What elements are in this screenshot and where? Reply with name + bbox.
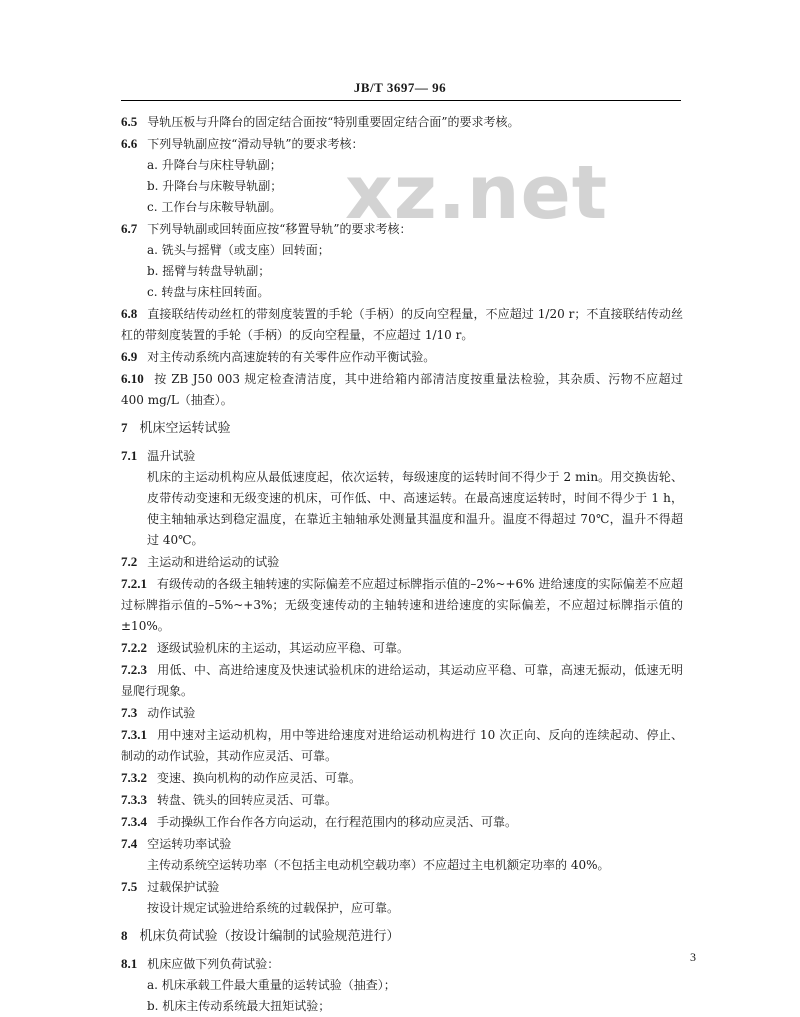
- paragraph: 机床的主运动机构应从最低速度起，依次运转，每级速度的运转时间不得少于 2 min。用交换齿轮、皮带传动变速和无级变速的机床，可作低、中、高速运转。在最高速度运转时，时间不得少于 1 h，使主轴轴承达到稳定温度，在靠近主轴轴承处测量其温度和温升。温度不得超过 70℃，温升不得超过 40℃。: [147, 470, 683, 547]
- header-rule: [121, 100, 681, 101]
- clause-7-4: 7.4 空运转功率试验: [121, 836, 232, 851]
- clause-8-1: 8.1 机床应做下列负荷试验：: [121, 956, 280, 971]
- clause-7-2-3: 7.2.3 用低、中、高进给速度及快速试验机床的进给运动，其运动应平稳、可靠，高速无振动，低速无明显爬行现象。: [121, 662, 683, 698]
- list-item: a. 升降台与床柱导轨副；: [147, 158, 282, 172]
- list-item: a. 铣头与摇臂（或支座）回转面；: [147, 243, 330, 257]
- section-8-heading: 8 机床负荷试验（按设计编制的试验规范进行）: [121, 928, 400, 944]
- clause-6-9: 6.9 对主传动系统内高速旋转的有关零件应作动平衡试验。: [121, 349, 436, 364]
- page-number: 3: [690, 950, 696, 964]
- clause-7-1: 7.1 温升试验: [121, 448, 196, 463]
- clause-7-3: 7.3 动作试验: [121, 705, 196, 720]
- paragraph: 按设计规定试验进给系统的过载保护，应可靠。: [147, 901, 400, 915]
- clause-7-2-1: 7.2.1 有级传动的各级主轴转速的实际偏差不应超过标牌指示值的–2%~+6% 进给速度的实际偏差不应超过标牌指示值的–5%~+3%；无级变速传动的主轴转速和进给速度的实际偏差，不应超过标牌指示值的±10%。: [121, 576, 683, 633]
- watermark: xz.net: [345, 150, 609, 236]
- list-item: b. 机床主传动系统最大扭矩试验；: [147, 999, 331, 1013]
- clause-7-3-3: 7.3.3 转盘、铣头的回转应灵活、可靠。: [121, 792, 338, 807]
- list-item: b. 升降台与床鞍导轨副；: [147, 179, 283, 193]
- clause-6-8: 6.8 直接联结传动丝杠的带刻度装置的手轮（手柄）的反向空程量，不应超过 1/20 r；不直接联结传动丝杠的带刻度装置的手轮（手柄）的反向空程量，不应超过 1/10 r。: [121, 306, 683, 342]
- standard-code: JB/T 3697— 96: [353, 80, 447, 95]
- list-item: a. 机床承载工件最大重量的运转试验（抽查）；: [147, 978, 396, 992]
- clause-6-6: 6.6 下列导轨副应按“滑动导轨”的要求考核：: [121, 136, 364, 151]
- clause-7-3-1: 7.3.1 用中速对主运动机构，用中等进给速度对进给运动机构进行 10 次正向、反向的连续起动、停止、制动的动作试验，其动作应灵活、可靠。: [121, 727, 683, 763]
- list-item: c. 转盘与床柱回转面。: [147, 285, 270, 299]
- section-7-heading: 7 机床空运转试验: [121, 420, 231, 436]
- clause-7-3-2: 7.3.2 变速、换向机构的动作应灵活、可靠。: [121, 770, 362, 785]
- clause-6-7: 6.7 下列导轨副或回转面应按“移置导轨”的要求考核：: [121, 221, 412, 236]
- clause-7-2-2: 7.2.2 逐级试验机床的主运动，其运动应平稳、可靠。: [121, 640, 410, 655]
- document-body: [121, 111, 683, 1017]
- clause-6-5: 6.5 导轨压板与升降台的固定结合面按“特别重要固定结合面”的要求考核。: [121, 114, 520, 129]
- clause-7-5: 7.5 过载保护试验: [121, 879, 220, 894]
- clause-7-2: 7.2 主运动和进给运动的试验: [121, 554, 280, 569]
- list-item: c. 工作台与床鞍导轨副。: [147, 200, 282, 214]
- list-item: b. 摇臂与转盘导轨副；: [147, 264, 271, 278]
- paragraph: 主传动系统空运转功率（不包括主电动机空载功率）不应超过主电机额定功率的 40%。: [147, 858, 610, 872]
- clause-7-3-4: 7.3.4 手动操纵工作台作各方向运动，在行程范围内的移动应灵活、可靠。: [121, 814, 518, 829]
- clause-6-10: 6.10 按 ZB J50 003 规定检查清洁度，其中进给箱内部清洁度按重量法检验，其杂质、污物不应超过 400 mg/L（抽查）。: [121, 371, 683, 407]
